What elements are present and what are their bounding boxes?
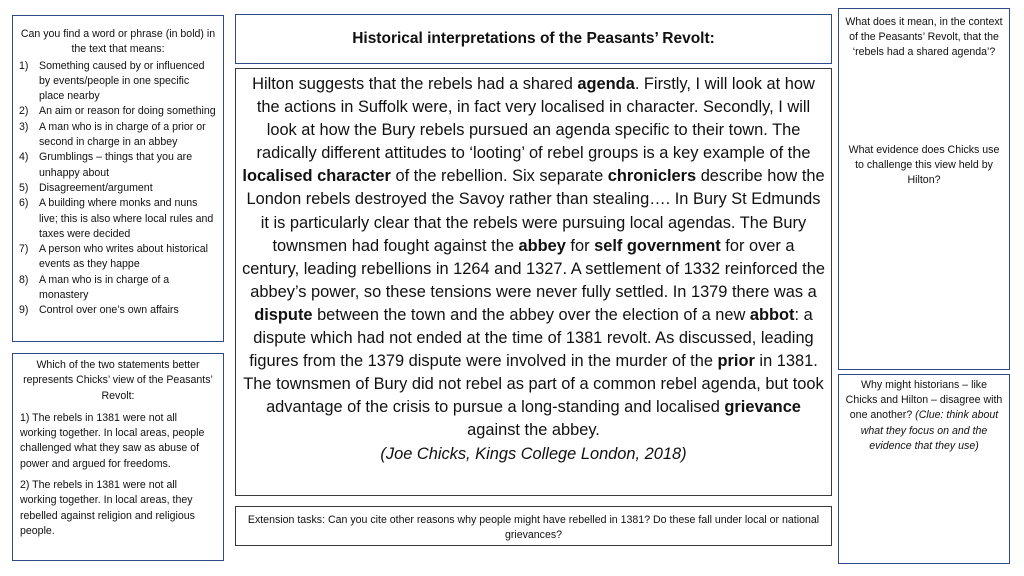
vocabulary-item-4: 4) Grumblings – things that you are unhappy about bbox=[19, 151, 193, 179]
statement-2: 2) The rebels in 1381 were not all working together. In local areas, they rebelled against religion and religious people. bbox=[20, 479, 195, 537]
keyword-agenda: agenda bbox=[577, 75, 635, 93]
question-box-bottom bbox=[838, 374, 1010, 564]
vocabulary-task-intro: Can you find a word or phrase (in bold) in the text that means: bbox=[20, 28, 216, 56]
vocabulary-list bbox=[19, 59, 217, 319]
extension-task-box bbox=[235, 506, 832, 546]
keyword-grievance: grievance bbox=[724, 398, 801, 417]
keyword-abbot: abbot bbox=[749, 305, 795, 324]
question-historians-disagree: Why might historians – like Chicks and Hilton – disagree with one another? (Clue: think about what they focus on and the evidence that they use) bbox=[845, 379, 1003, 452]
source-text-box bbox=[235, 68, 832, 496]
keyword-prior: prior bbox=[717, 352, 755, 371]
vocabulary-item-8: 8) A man who is in charge of a monastery bbox=[19, 273, 170, 302]
source-citation: (Joe Chicks, Kings College London, 2018) bbox=[380, 444, 687, 463]
extension-task-text: Extension tasks: Can you cite other reasons why people might have rebelled in 1381? Do these fall under local or national grievances? bbox=[247, 514, 820, 541]
keyword-self-government: self government bbox=[594, 236, 721, 255]
keyword-dispute: dispute bbox=[254, 305, 313, 324]
vocabulary-item-5: 5) Disagreement/argument bbox=[19, 181, 153, 194]
vocabulary-item-3: 3) A man who is in charge of a prior or second in charge in an abbey bbox=[19, 120, 206, 149]
vocabulary-item-6: 6) A building where monks and nuns live; this is also where local rules and taxes were decided bbox=[19, 197, 214, 240]
statements-question: Which of the two statements better represents Chicks’ view of the Peasants’ Revolt: bbox=[23, 359, 213, 402]
question-clue: (Clue: think about what they focus on and the evidence that they use) bbox=[860, 409, 999, 452]
question-box-top bbox=[838, 8, 1010, 370]
source-paragraph: Hilton suggests that the rebels had a shared agenda. Firstly, I will look at how the actions in Suffolk were, in fact very localised in character. Secondly, I will look at how the Bury rebels pursued an agenda specific to their town. The radically different attitudes to ‘looting’ of rebel groups is a key example of the localised character of the rebellion. Six separate chroniclers describe how the London rebels destroyed the Savoy rather than stealing…. In Bury St Edmunds it is particularly clear that the rebels were pursuing local agendas. The Bury townsmen had fought against the abbey for self government for over a century, leading rebellions in 1264 and 1327. A settlement of 1332 reinforced the abbey’s power, so these tensions were never fully settled. In 1379 there was a dispute between the town and the abbey over the election of a new abbot: a dispute which had not ended at the time of 1381 revolt. As discussed, leading figures from the 1379 dispute were involved in the murder of the prior in 1381. The townsmen of Bury did not rebel as part of a common rebel agenda, but took advantage of the crisis to pursue a long-standing and localised grievance against the abbey. bbox=[242, 75, 825, 440]
keyword-abbey: abbey bbox=[518, 236, 566, 255]
question-chicks-evidence: What evidence does Chicks use to challenge this view held by Hilton? bbox=[848, 143, 1000, 187]
keyword-localised-character: localised character bbox=[242, 167, 391, 186]
keyword-chroniclers: chroniclers bbox=[607, 167, 697, 186]
page-title: Historical interpretations of the Peasants’ Revolt: bbox=[352, 30, 715, 47]
vocabulary-item-9: 9) Control over one’s own affairs bbox=[19, 304, 179, 317]
vocabulary-item-2: 2) An aim or reason for doing something bbox=[19, 105, 216, 118]
vocabulary-item-7: 7) A person who writes about historical events as they happe bbox=[19, 243, 208, 271]
question-shared-agenda: What does it mean, in the context of the Peasants’ Revolt, that the ‘rebels had a shared agenda’? bbox=[845, 16, 1003, 59]
title-box bbox=[235, 14, 832, 64]
statements-task-box bbox=[12, 353, 224, 561]
vocabulary-task-box bbox=[12, 15, 224, 342]
vocabulary-item-1: 1) Something caused by or influenced by events/people in one specific place nearby bbox=[19, 59, 205, 103]
statement-1: 1) The rebels in 1381 were not all working together. In local areas, people challenged what they saw as abuse of power and argued for freedoms. bbox=[20, 411, 205, 470]
